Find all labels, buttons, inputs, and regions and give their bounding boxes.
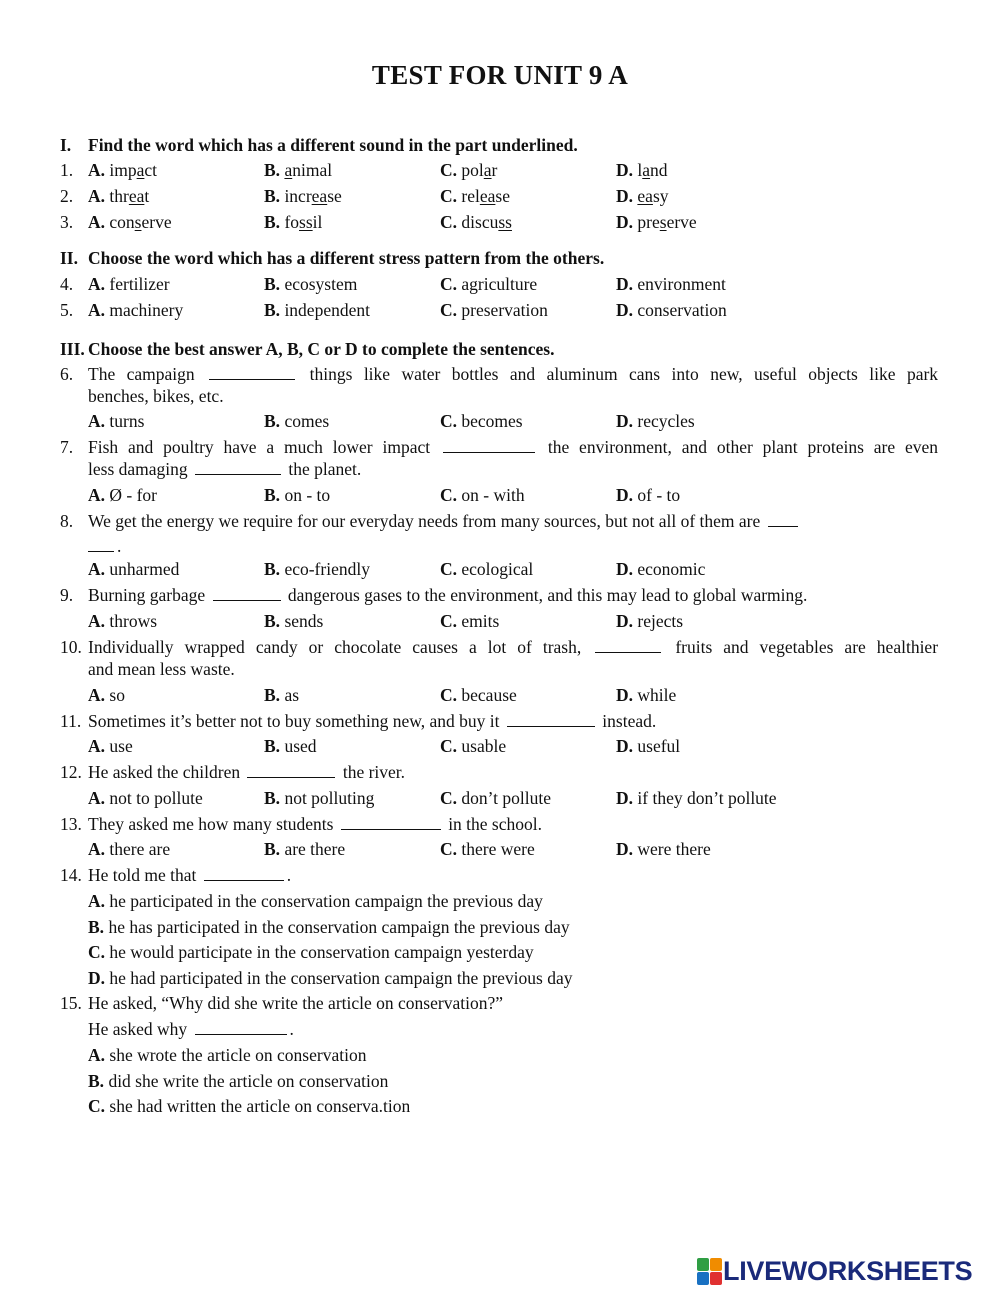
worksheet-page: TEST FOR UNIT 9 A I. Find the word which has a different sound in the part underlined. 1. A. impact B. animal C. polar D. land 2. A. threat B. increase C. release D. easy 3. A. conserve B. fossil C. discuss D. preserve II. Choose the word which has a different stress pattern from the others. 4. A. fertilizer B. ecosystem C. agriculture D. environment 5. A. machinery B. independent C. preservation D. conservation III. Choose the best answer A, B, C or D to complete the sentences. 6. The campaign things like water bottles and aluminum cans into new, useful objects like park benches, bikes, etc. A. turns B. comes C. becomes D. recycles 7. Fish and poultry have a much lower impact the environment, and other plant proteins are even less damaging the planet. A. Ø - for B. on - to C. on - with D. of - to 8. We get the energy we require for our everyday needs from many sources, but not all of them are . A. unharmed B. eco-friendly C. ecological D. economic 9. Burning garbage dangerous gases to the environment, and this may lead to global warming. A. throws B. sends C. emits D. rejects 10. Individually wrapped candy or chocolate causes a lot of trash, fruits and vegetables are healthier and mean less waste. A. so B. as C. because D. while 11. Sometimes it’s better not to buy something new, and buy it instead. A. use B. used C. usable D. useful 12. He asked the children the river. A. not to pollute B. not polluting C. don’t pollute D. if they don’t pollute 13. They asked me how many students in the school. A. there are B. are there C. there were D. were there 14. He told me that . A. he participated in the conservation campaign the previous day B. he has participated in the conservation campaign the previous day C. he would participate in the conservation campaign yesterday D. he had participated in the conservation campaign the previous day 15. He asked, “Why did she write the article on conservation?” He asked why . A. she wrote the article on conservation B. did she write the article on conservation C. she had written the article on conserva.tion LIVEWORKSHEETS — [0, 0, 1000, 1291]
logo-square-blue — [697, 1272, 709, 1285]
q12-blank[interactable] — [247, 762, 335, 778]
q8-stem-line-1: We get the energy we require for our everyday needs from many sources, but not all of them are — [88, 510, 801, 532]
q9-blank[interactable] — [213, 585, 281, 601]
q12-option-c[interactable]: C. don’t pollute — [440, 788, 551, 808]
q15-number: 15. — [60, 993, 82, 1013]
logo-square-green — [697, 1258, 709, 1271]
q7-option-b[interactable]: B. on - to — [264, 485, 331, 505]
q4-option-b[interactable]: B. ecosystem — [264, 274, 358, 294]
q10-option-a[interactable]: A. so — [88, 685, 125, 705]
logo-square-orange — [710, 1258, 722, 1271]
q10-option-c[interactable]: C. because — [440, 685, 517, 705]
q10-stem-line-2: and mean less waste. — [88, 659, 235, 679]
q9-option-b[interactable]: B. sends — [264, 611, 324, 631]
q3-option-c[interactable]: C. discuss — [440, 212, 512, 232]
q9-option-c[interactable]: C. emits — [440, 611, 500, 631]
q13-option-d[interactable]: D. were there — [616, 839, 711, 859]
q14-option-c[interactable]: C. he would participate in the conservation campaign yesterday — [88, 942, 534, 962]
q14-number: 14. — [60, 865, 82, 885]
q13-option-c[interactable]: C. there were — [440, 839, 535, 859]
q15-stem-line-1: He asked, “Why did she write the article on conservation?” — [88, 993, 503, 1013]
q6-blank[interactable] — [209, 364, 295, 380]
q8-option-b[interactable]: B. eco-friendly — [264, 559, 370, 579]
q1-option-a[interactable]: A. impact — [88, 160, 158, 180]
q8-blank-2[interactable] — [88, 536, 114, 552]
q11-option-c[interactable]: C. usable — [440, 736, 507, 756]
q1-option-b[interactable]: B. animal — [264, 160, 333, 180]
q8-stem-line-2: . — [88, 535, 121, 557]
q13-option-b[interactable]: B. are there — [264, 839, 346, 859]
q7-option-c[interactable]: C. on - with — [440, 485, 525, 505]
liveworksheets-logo — [697, 1256, 972, 1286]
q3-option-b[interactable]: B. fossil — [264, 212, 323, 232]
q7-number: 7. — [60, 437, 74, 457]
q5-option-d[interactable]: D. conservation — [616, 300, 727, 320]
q4-option-d[interactable]: D. environment — [616, 274, 726, 294]
q6-option-c[interactable]: C. becomes — [440, 411, 523, 431]
q6-option-b[interactable]: B. comes — [264, 411, 330, 431]
q10-blank[interactable] — [595, 637, 661, 653]
q12-option-a[interactable]: A. not to pollute — [88, 788, 203, 808]
q10-option-b[interactable]: B. as — [264, 685, 300, 705]
q11-stem: Sometimes it’s better not to buy something new, and buy it instead. — [88, 711, 657, 731]
q12-number: 12. — [60, 762, 82, 782]
q12-option-b[interactable]: B. not polluting — [264, 788, 375, 808]
q10-number: 10. — [60, 637, 82, 657]
q15-blank[interactable] — [195, 1019, 287, 1035]
q4-option-c[interactable]: C. agriculture — [440, 274, 538, 294]
q15-option-b[interactable]: B. did she write the article on conservation — [88, 1071, 389, 1091]
q5-option-a[interactable]: A. machinery — [88, 300, 184, 320]
q5-option-b[interactable]: B. independent — [264, 300, 370, 320]
q6-stem-line-1: The campaign things like water bottles and aluminum cans into new, useful objects like park — [88, 364, 939, 384]
q5-option-c[interactable]: C. preservation — [440, 300, 548, 320]
q14-stem: He told me that . — [88, 865, 292, 885]
q9-stem: Burning garbage dangerous gases to the environment, and this may lead to global warming. — [88, 585, 808, 605]
q1-option-d[interactable]: D. land — [616, 160, 668, 180]
q2-option-a[interactable]: A. threat — [88, 186, 150, 206]
q14-blank[interactable] — [204, 865, 284, 881]
q8-option-c[interactable]: C. ecological — [440, 559, 534, 579]
page-title: TEST FOR UNIT 9 A — [371, 60, 629, 90]
q7-blank-1[interactable] — [443, 437, 535, 453]
q8-option-d[interactable]: D. economic — [616, 559, 706, 579]
logo-square-red — [710, 1272, 722, 1285]
liveworksheets-logo-icon — [697, 1258, 721, 1284]
q11-option-d[interactable]: D. useful — [616, 736, 681, 756]
q6-option-d[interactable]: D. recycles — [616, 411, 695, 431]
q9-option-d[interactable]: D. rejects — [616, 611, 684, 631]
q11-blank[interactable] — [507, 711, 595, 727]
q14-option-d[interactable]: D. he had participated in the conservation campaign the previous day — [88, 968, 573, 988]
q6-stem-line-2: benches, bikes, etc. — [88, 386, 224, 406]
q2-option-c[interactable]: C. release — [440, 186, 510, 206]
q15-option-a[interactable]: A. she wrote the article on conservation — [88, 1045, 367, 1065]
q10-stem-line-1: Individually wrapped candy or chocolate causes a lot of trash, fruits and vegetables are healthier — [88, 637, 939, 657]
q12-option-d[interactable]: D. if they don’t pollute — [616, 788, 777, 808]
q10-option-d[interactable]: D. while — [616, 685, 677, 705]
q8-option-a[interactable]: A. unharmed — [88, 559, 180, 579]
q7-stem-line-1: Fish and poultry have a much lower impact the environment, and other plant proteins are even — [88, 437, 939, 457]
q11-option-a[interactable]: A. use — [88, 736, 133, 756]
q3-option-d[interactable]: D. preserve — [616, 212, 697, 232]
q13-blank[interactable] — [341, 814, 441, 830]
q13-stem: They asked me how many students in the school. — [88, 814, 542, 834]
q4-option-a[interactable]: A. fertilizer — [88, 274, 170, 294]
q2-option-b[interactable]: B. increase — [264, 186, 342, 206]
q14-option-b[interactable]: B. he has participated in the conservation campaign the previous day — [88, 917, 570, 937]
q2-option-d[interactable]: D. easy — [616, 186, 669, 206]
q1-option-c[interactable]: C. polar — [440, 160, 498, 180]
q15-stem-line-2: He asked why . — [88, 1019, 294, 1039]
q13-number: 13. — [60, 814, 82, 834]
q11-option-b[interactable]: B. used — [264, 736, 317, 756]
liveworksheets-logo-text: LIVEWORKSHEETS — [723, 1255, 973, 1286]
q11-number: 11. — [60, 711, 82, 731]
q7-blank-2[interactable] — [195, 459, 281, 475]
q8-number: 8. — [60, 511, 74, 531]
q9-number: 9. — [60, 585, 74, 605]
q6-number: 6. — [60, 364, 74, 384]
q7-stem-line-2: less damaging the planet. — [88, 459, 362, 479]
q6-option-a[interactable]: A. turns — [88, 411, 145, 431]
q8-blank-1[interactable] — [768, 511, 798, 527]
q3-option-a[interactable]: A. conserve — [88, 212, 172, 232]
q12-stem: He asked the children the river. — [88, 762, 406, 782]
q14-option-a[interactable]: A. he participated in the conservation campaign the previous day — [88, 891, 543, 911]
q15-option-c[interactable]: C. she had written the article on conserva.tion — [88, 1096, 411, 1116]
q9-option-a[interactable]: A. throws — [88, 611, 158, 631]
q13-option-a[interactable]: A. there are — [88, 839, 171, 859]
q7-option-d[interactable]: D. of - to — [616, 485, 681, 505]
q7-option-a[interactable]: A. Ø - for — [88, 485, 158, 505]
